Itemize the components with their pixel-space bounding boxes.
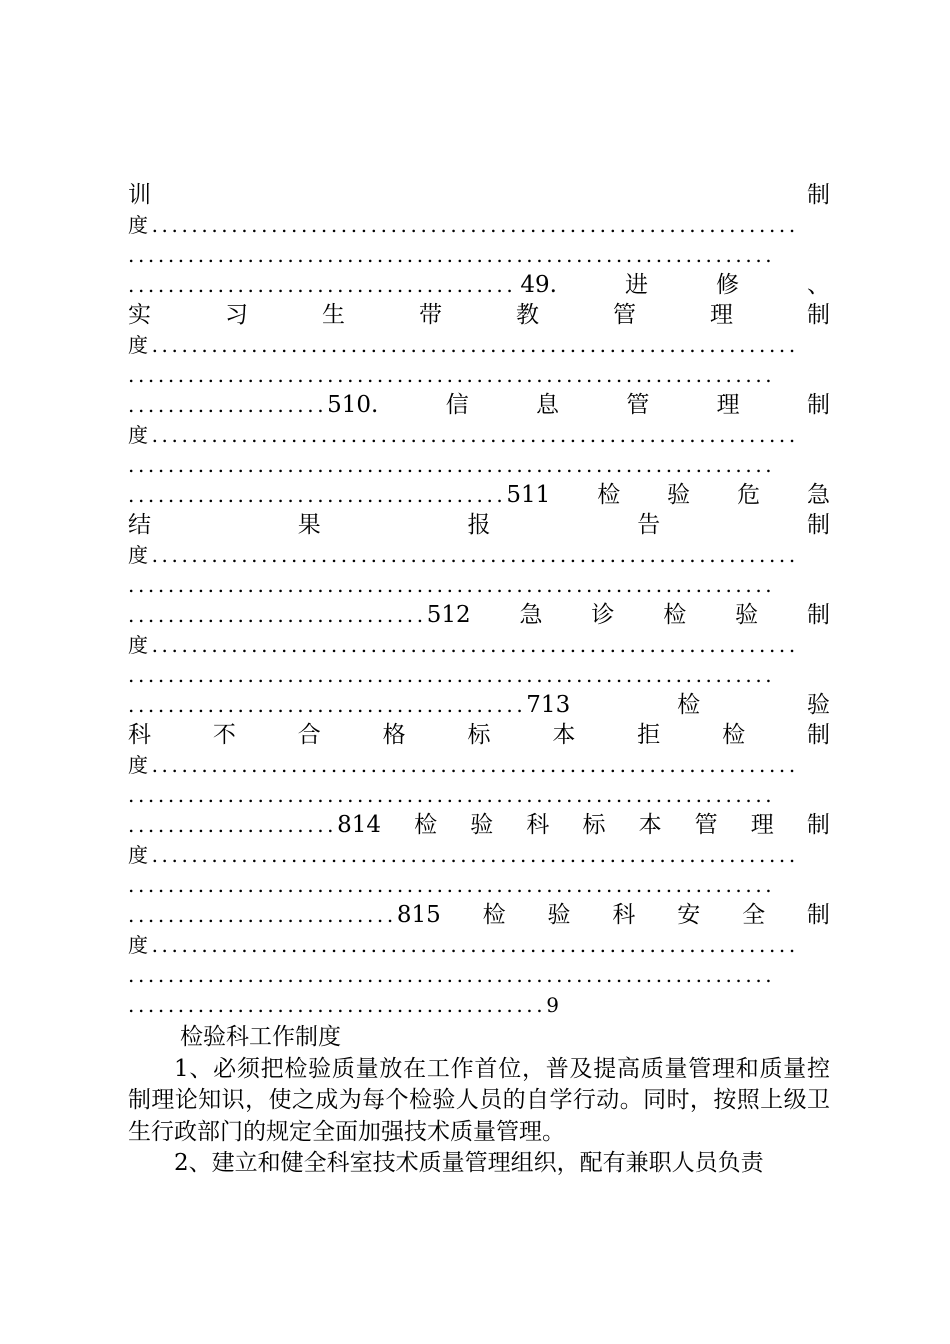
- toc-line: [128, 600, 830, 630]
- toc-leader: .................................................................: [128, 573, 776, 597]
- toc-text: 息: [536, 392, 559, 418]
- toc-leader: .................................................................: [128, 783, 776, 807]
- toc-leader: 度.................................................................: [128, 543, 799, 567]
- toc-line: [128, 270, 830, 300]
- toc-leader: ......................................: [128, 483, 507, 507]
- toc-text: 带: [419, 302, 442, 328]
- toc-text: 制: [806, 812, 830, 838]
- toc-text: 本: [638, 812, 662, 838]
- toc-text: 习: [225, 302, 248, 328]
- toc-line: [128, 390, 830, 420]
- toc-leader: ..........................................9: [128, 993, 563, 1017]
- toc-text: 管: [626, 392, 650, 418]
- toc-leader: 度.................................................................: [128, 213, 799, 237]
- toc-leader: 度.................................................................: [128, 933, 799, 957]
- toc-page-number: 511: [506, 482, 551, 508]
- toc-page-number: 814: [337, 812, 382, 838]
- toc-leader: ..............................: [128, 603, 427, 627]
- toc-text: 、: [806, 272, 830, 298]
- toc-line: [128, 690, 830, 720]
- document-page: [128, 180, 830, 1180]
- toc-text: 理: [750, 812, 774, 838]
- toc-text: 不: [212, 722, 236, 748]
- toc-leader: .................................................................: [128, 963, 776, 987]
- toc-line: [128, 510, 830, 540]
- toc-text: 管: [694, 812, 718, 838]
- toc-text: 检: [677, 692, 701, 718]
- paragraph: 2、建立和健全科室技术质量管理组织，配有兼职人员负责: [174, 1150, 764, 1176]
- toc-text: 检: [663, 602, 687, 628]
- toc-text: 果: [297, 512, 321, 538]
- toc-text: 拒: [637, 722, 661, 748]
- toc-leader: 度.................................................................: [128, 843, 799, 867]
- toc-leader: .................................................................: [128, 243, 776, 267]
- toc-text: 急: [519, 602, 543, 628]
- toc-text: 检: [722, 722, 746, 748]
- toc-text: 验: [735, 602, 759, 628]
- toc-text: 危: [737, 482, 761, 508]
- toc-text: 修: [715, 272, 739, 298]
- toc-text: 制: [807, 182, 830, 208]
- toc-text: 本: [552, 722, 576, 748]
- toc-leader: .................................................................: [128, 363, 776, 387]
- toc-text: 管: [613, 302, 636, 328]
- toc-text: 检: [414, 812, 438, 838]
- toc-text: 合: [297, 722, 321, 748]
- toc-leader: ...........................: [128, 903, 397, 927]
- toc-text: 科: [612, 902, 636, 928]
- toc-text: 制: [807, 722, 830, 748]
- toc-text: 训: [128, 182, 151, 208]
- toc-text: 告: [637, 512, 661, 538]
- toc-leader: ........................................: [128, 693, 527, 717]
- toc-line: [128, 810, 830, 840]
- toc-page-number: 49.: [520, 272, 557, 298]
- toc-text: 格: [382, 722, 406, 748]
- toc-text: 理: [716, 392, 740, 418]
- toc-text: 结: [128, 512, 151, 538]
- toc-leader: 度.................................................................: [128, 633, 799, 657]
- toc-text: 标: [582, 812, 606, 838]
- toc-text: 制: [807, 512, 830, 538]
- toc-text: 制: [806, 902, 830, 928]
- toc-line: [128, 720, 830, 750]
- toc-line: [128, 180, 830, 210]
- toc-text: 验: [806, 692, 830, 718]
- toc-leader: 度.................................................................: [128, 423, 799, 447]
- toc-text: 进: [624, 272, 648, 298]
- toc-text: 标: [467, 722, 491, 748]
- toc-leader: .......................................: [128, 273, 517, 297]
- toc-text: 生: [322, 302, 345, 328]
- toc-text: 报: [467, 512, 491, 538]
- toc-text: 信: [445, 392, 469, 418]
- section-title: 检验科工作制度: [180, 1024, 341, 1050]
- toc-leader: .................................................................: [128, 873, 776, 897]
- toc-text: 理: [710, 302, 733, 328]
- toc-line: [128, 900, 830, 930]
- toc-leader: .................................................................: [128, 453, 776, 477]
- toc-text: 安: [677, 902, 701, 928]
- toc-text: 诊: [591, 602, 615, 628]
- toc-leader: ....................: [128, 393, 328, 417]
- toc-leader: .................................................................: [128, 663, 776, 687]
- toc-text: 制: [806, 392, 830, 418]
- paragraph: 1、必须把检验质量放在工作首位，普及提高质量管理和质量控制理论知识，使之成为每个检验人员的自学行动。同时，按照上级卫生行政部门的规定全面加强技术质量管理。: [128, 1055, 830, 1145]
- toc-text: 检: [482, 902, 506, 928]
- document-body: [128, 1022, 830, 1180]
- toc-text: 制: [807, 302, 830, 328]
- toc-leader: .....................: [128, 813, 338, 837]
- toc-text: 全: [742, 902, 766, 928]
- toc-leader: 度.................................................................: [128, 333, 799, 357]
- toc-text: 验: [470, 812, 494, 838]
- toc-text: 验: [547, 902, 571, 928]
- toc-page-number: 512: [426, 602, 471, 628]
- toc-text: 实: [128, 302, 151, 328]
- toc-line: [128, 300, 830, 330]
- toc-text: 验: [667, 482, 691, 508]
- toc-text: 制: [806, 602, 830, 628]
- toc-leader: 度.................................................................: [128, 753, 799, 777]
- toc-line: [128, 480, 830, 510]
- toc-text: 科: [128, 722, 151, 748]
- toc-text: 科: [526, 812, 550, 838]
- toc-page-number: 510.: [327, 392, 379, 418]
- toc-page-number: 815: [396, 902, 441, 928]
- toc-text: 教: [516, 302, 539, 328]
- toc-text: 急: [806, 482, 830, 508]
- toc-text: 检: [597, 482, 621, 508]
- toc-page-number: 713: [526, 692, 571, 718]
